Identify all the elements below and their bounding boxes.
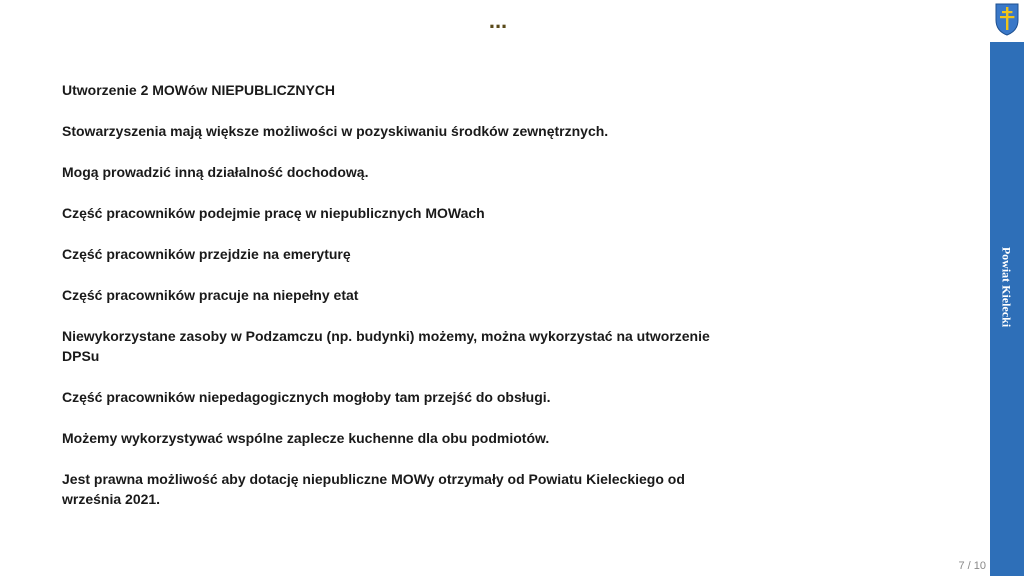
- bullet-text-continued: września 2021.: [62, 491, 161, 507]
- bullet-text: Część pracowników podejmie pracę w niepublicznych MOWach: [62, 205, 485, 221]
- slide-title: ...: [488, 8, 508, 33]
- bullet-text: Jest prawna możliwość aby dotację niepubliczne MOWy otrzymały od Powiatu Kieleckiego od: [62, 471, 685, 487]
- bullet-text: Możemy wykorzystywać wspólne zaplecze kuchenne dla obu podmiotów.: [62, 430, 550, 446]
- bullet-item: [62, 80, 762, 100]
- bullet-item: [62, 326, 762, 366]
- bullet-text: Część pracowników przejdzie na emeryturę: [62, 246, 351, 262]
- bullet-item: [62, 244, 762, 264]
- page-number: 7 / 10: [958, 560, 986, 572]
- coat-of-arms-icon: [994, 2, 1020, 41]
- bullet-text-continued: DPSu: [62, 348, 100, 364]
- bullet-text: Mogą prowadzić inną działalność dochodową.: [62, 164, 369, 180]
- bullet-text: Utworzenie 2 MOWów NIEPUBLICZNYCH: [62, 82, 336, 98]
- bullet-item: [62, 387, 762, 407]
- sidebar-label: Powiat Kielecki: [999, 246, 1014, 328]
- bullet-text: Część pracowników pracuje na niepełny etat: [62, 287, 359, 303]
- bullet-text: Część pracowników niepedagogicznych mogłoby tam przejść do obsługi.: [62, 389, 551, 405]
- bullet-item: [62, 203, 762, 223]
- bullet-item: [62, 162, 762, 182]
- bullet-item: [62, 285, 762, 305]
- bullet-text: Stowarzyszenia mają większe możliwości w pozyskiwaniu środków zewnętrznych.: [62, 123, 609, 139]
- bullet-item: [62, 428, 762, 448]
- crest-area: [990, 0, 1024, 42]
- bullet-item: [62, 469, 762, 509]
- bullet-list: [62, 80, 762, 530]
- bullet-text: Niewykorzystane zasoby w Podzamczu (np. budynki) możemy, można wykorzystać na utworzenie: [62, 328, 710, 344]
- bullet-item: [62, 121, 762, 141]
